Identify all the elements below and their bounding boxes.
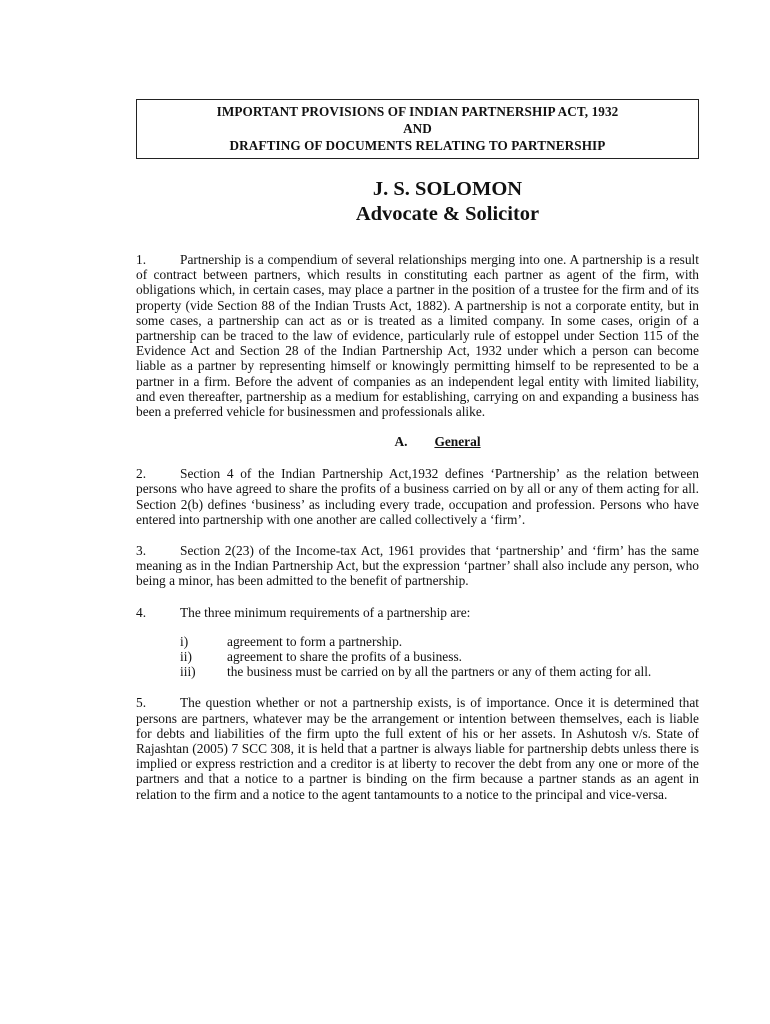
list-text: agreement to share the profits of a business. <box>227 649 463 665</box>
list-item <box>180 634 699 649</box>
paragraph-text: The three minimum requirements of a partnership are: <box>180 604 471 620</box>
document-title-box <box>136 99 699 159</box>
paragraph-text: Partnership is a compendium of several relationships merging into one. A partnership is a result of contract between partners, which results in constituting each partner as agent of the firm, with obligations which, in certain cases, may place a partner in the position of a trustee for the firm and of its property (vide Section 88 of the Indian Trusts Act, 1882). A partnership is not a corporate entity, but in some cases, a partnership can act as or is treated as a limited company. In some cases, origin of a partnership can be traced to the law of evidence, particularly rule of estoppel under Section 115 of the Evidence Act and Section 28 of the Indian Partnership Act, 1932 under which a person can become liable as a partner by representing himself or knowingly permitting himself to be represented to be a partner in a firm. Before the advent of companies as an independent legal entity with limited liability, and even thereafter, partnership as a medium for establishing, carrying on and expanding a business has been a preferred vehicle for businessmen and professionals alike. <box>136 252 699 420</box>
paragraph-text: Section 4 of the Indian Partnership Act,1932 defines ‘Partnership’ as the relation between persons who have agreed to share the profits of a business carried on by all or any of them acting for all. Section 2(b) defines ‘business’ as including every trade, occupation and profession. Persons who have entered into partnership with one another are called collectively a ‘firm’. <box>136 466 699 527</box>
title-line-1: IMPORTANT PROVISIONS OF INDIAN PARTNERSHIP ACT, 1932 <box>216 104 619 119</box>
author-name: J. S. SOLOMON <box>372 178 523 200</box>
list-text: agreement to form a partnership. <box>227 633 403 649</box>
author-block <box>196 177 699 227</box>
section-heading-general <box>176 434 699 450</box>
requirements-list <box>180 634 699 680</box>
title-line-3: DRAFTING OF DOCUMENTS RELATING TO PARTNERSHIP <box>229 138 606 153</box>
list-marker: iii) <box>180 664 196 680</box>
section-title: General <box>434 434 481 450</box>
list-item <box>180 664 699 679</box>
paragraph-5 <box>136 695 699 801</box>
list-text: the business must be carried on by all the partners or any of them acting for all. <box>227 664 652 680</box>
paragraph-number: 1. <box>136 252 147 267</box>
paragraph-number: 4. <box>136 604 147 620</box>
list-marker: i) <box>180 633 189 649</box>
paragraph-2 <box>136 466 699 527</box>
list-marker: ii) <box>180 649 192 665</box>
list-item <box>180 649 699 664</box>
document-page <box>136 99 699 802</box>
paragraph-number: 2. <box>136 466 147 482</box>
paragraph-number: 3. <box>136 543 147 559</box>
section-letter: A. <box>394 434 408 450</box>
paragraph-4 <box>136 605 699 620</box>
paragraph-text: Section 2(23) of the Income-tax Act, 1961 provides that ‘partnership’ and ‘firm’ has the same meaning as in the Indian Partnership Act, but the expression ‘partner’ shall also include any person, who being a minor, has been admitted to the benefit of partnership. <box>136 543 699 589</box>
title-line-2: AND <box>403 121 432 136</box>
paragraph-1 <box>136 252 699 419</box>
paragraph-3 <box>136 543 699 589</box>
paragraph-text: The question whether or not a partnership exists, is of importance. Once it is determined that persons are partners, whatever may be the arrangement or intention between themselves, each is liable for debts and liabilities of the firm upto the full extent of his or her assets. In Ashutosh v/s. State of Rajashtan (2005) 7 SCC 308, it is held that a partner is always liable for partnership debts unless there is implied or express restriction and a creditor is at liberty to recover the debt from any one or more of the partners and that a notice to a partner is binding on the firm because a partner stands as an agent in relation to the firm and a notice to the agent tantamounts to a notice to the principal and vice-versa. <box>136 695 699 802</box>
paragraph-number: 5. <box>136 695 147 711</box>
author-title: Advocate & Solicitor <box>355 203 540 225</box>
